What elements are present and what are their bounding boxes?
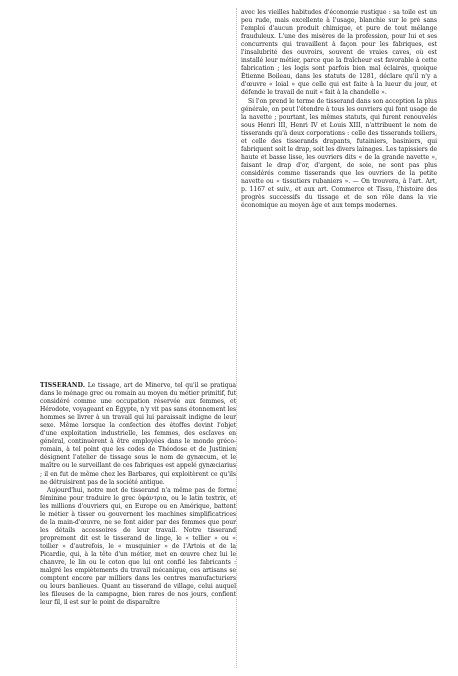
left-column <box>40 382 236 607</box>
right-column <box>241 9 437 210</box>
paragraph-2-continued: avec les vieilles habitudes d'économie rustique : sa toile est un peu rude, mais excellente à l'usage, blanchie sur le pré sans l'emploi d'aucun produit chimique, et pure de tout mélange frauduleux. L'une des misères de la profession, pour lui et ses concurrents qui travaillent à façon pour les fabriques, est l'insalubrité des ouvroirs, souvent de vraies caves, où est installé leur métier, parce que la fraîcheur est favorable à cette fabrication ; les logis sont parfois bien mal éclairés, quoique Étienne Boileau, dans les statuts de 1281, déclare qu'il n'y a d'œuvre « loial » que celle qui est faite à la lueur du jour, et défende le travail de nuit « fait à la chandelle ». <box>241 9 437 97</box>
column-divider <box>236 8 237 668</box>
article-headword: TISSERAND. <box>40 382 86 389</box>
paragraph-2: Aujourd'hui, notre mot de tisserand n'a même pas de forme féminine pour traduire le grec ὑφάντρια, ou le latin textrix, et les millions d'ouvriers qui, en Europe ou en Amérique, battent le métier à tisser ou gouvernent les machines simplificatrices de la main-d'œuvre, ne se font aider par des femmes que pour les détails accessoires de leur travail. Notre tisserand proprement dit est le tisserand de linge, le « tellier » ou « toilier » d'autrefois, le « musquinier » de l'Artois et de la Picardie, qui, à la tête d'un métier, met en œuvre chez lui le chanvre, le lin ou le coton que lui ont confié les fabricants : malgré les empiètements du travail mécanique, ces artisans se comptent encore par milliers dans les centres manufacturiers ou leurs banlieues. Quant au tisserand de village, celui auquel les fileuses de la campagne, bien rares de nos jours, confient leur fil, il est sur le point de disparaître <box>40 486 236 607</box>
paragraph-3: Si l'on prend le terme de tisserand dans son acception la plus générale, on peut l'étendre à tous les ouvriers qui font usage de la navette ; pourtant, les mêmes statuts, qui furent renouvelés sous Henri III, Henri IV et Louis XIII, n'attribuent le nom de tisserands qu'à deux corporations : celle des tisserands toiliers, et celle des tisserands drapants, futainiers, basiniers, qui fabriquent soit le drap, soit les divers lainages. Les tapissiers de haute et basse lisse, les ouvriers dits « de la grande navette », faisant le drap d'or, d'argent, de soie, ne sont pas plus considérés comme tisserands que les ouvriers de la petite navette ou « tissutiers rubaniers ». — On trouvera, à l'art. Art, p. 1167 et suiv., et aux art. Commerce et Tissu, l'histoire des progrès successifs du tissage et de son rôle dans la vie économique au moyen âge et aux temps modernes. <box>241 97 438 210</box>
paragraph-1-text: Le tissage, art de Minerve, tel qu'il se pratiqua dans le ménage grec ou romain au moyen du métier primitif, fut considéré comme une occupation réservée aux femmes, et Hérodote, voyageant en Égypte, n'y vit pas sans étonnement les hommes se livrer à un travail qui lui paraissait indigne de leur sexe. Même lorsque la confection des étoffes devint l'objet d'une exploitation industrielle, les femmes, des esclaves en général, continuèrent à être employées dans le monde gréco-romain, à tel point que les codes de Théodose et de Justinien désignent l'atelier de tissage sous le nom de gynæcum, et le maître ou le surveillant de ces fabriques est appelé gynæciarius ; il en fut de même chez les Barbares, qui exploitèrent ce qu'ils ne détruisirent pas de la société antique. <box>40 382 236 486</box>
paragraph-1 <box>40 382 236 487</box>
